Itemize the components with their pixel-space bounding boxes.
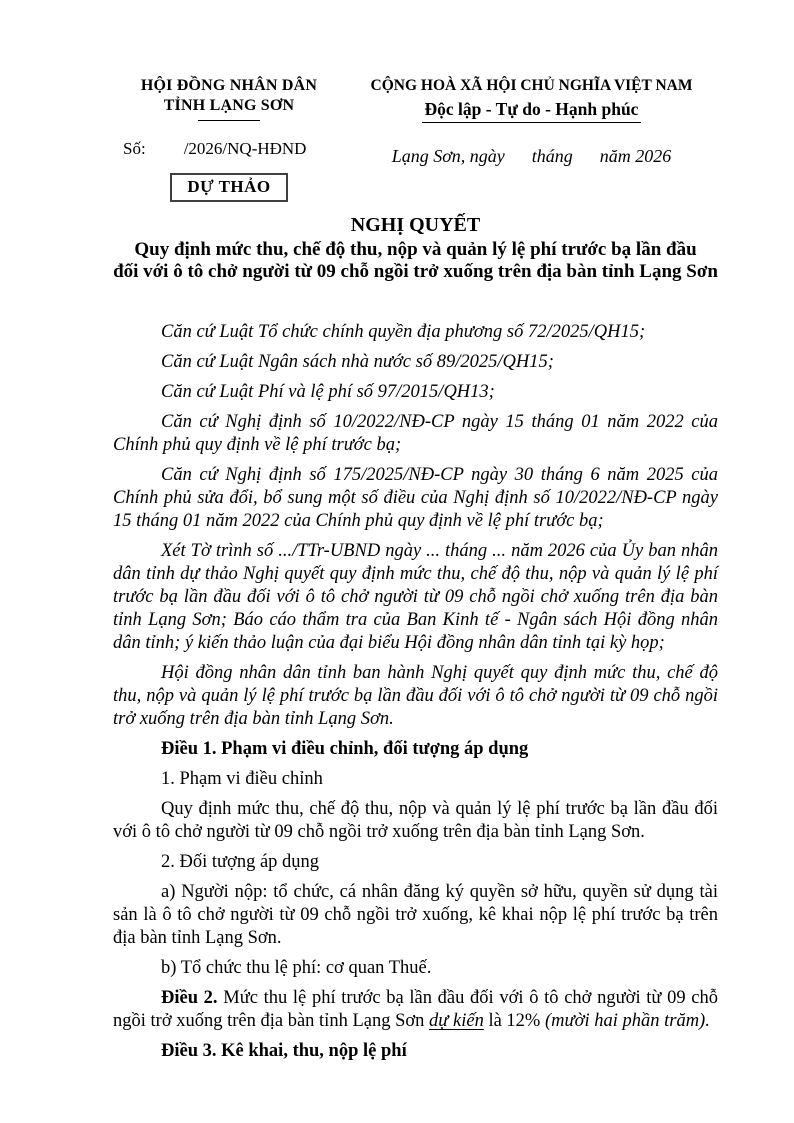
article-1-item-1-text: Quy định mức thu, chế độ thu, nộp và quản lý lệ phí trước bạ lần đầu đối với ô tô chở người từ 09 chỗ ngồi trở xuống trên địa bàn tỉnh Lạng Sơn. [113,799,718,842]
draft-stamp-row [113,173,345,202]
preamble-paragraph: Căn cứ Luật Ngân sách nhà nước số 89/2025/QH15; [161,352,554,372]
article-3-heading: Điều 3. Kê khai, thu, nộp lệ phí [161,1041,407,1061]
article-2-text-middle: là 12% [483,1011,545,1031]
preamble-paragraph: Hội đồng nhân dân tỉnh ban hành Nghị quyết quy định mức thu, chế độ thu, nộp và quản lý lệ phí trước bạ lần đầu đối với ô tô chở người từ 09 chỗ ngồi trở xuống trên địa bàn tỉnh Lạng Sơn. [113,663,718,729]
article-2-draft-rate-term: dự kiến [429,1011,484,1031]
preamble-section [113,321,718,731]
preamble-paragraph: Xét Tờ trình số .../TTr-UBND ngày ... tháng ... năm 2026 của Ủy ban nhân dân tỉnh dự thảo Nghị quyết quy định mức thu, chế độ thu, nộp và quản lý lệ phí trước bạ lần đầu đối với ô tô chở người từ 09 chỗ ngồi chở xuống trên địa bàn tỉnh Lạng Sơn; Báo cáo thẩm tra của Ban Kinh tế - Ngân sách Hội đồng nhân dân tỉnh; ý kiến thảo luận của đại biểu Hội đồng nhân dân tỉnh tại kỳ họp; [113,541,718,653]
preamble-paragraph: Căn cứ Luật Tổ chức chính quyền địa phương số 72/2025/QH15; [161,322,646,342]
article-2-rate-in-words: (mười hai phần trăm). [544,1011,710,1031]
issuing-authority-line1: HỘI ĐỒNG NHÂN DÂN [140,77,318,94]
article-1-heading: Điều 1. Phạm vi điều chỉnh, đối tượng áp dụng [161,739,529,759]
article-1-item-1: 1. Phạm vi điều chỉnh [161,769,323,789]
national-motto-line: Độc lập - Tự do - Hạnh phúc [422,98,642,123]
national-name-line: CỘNG HOÀ XÃ HỘI CHỦ NGHĨA VIỆT NAM [370,77,693,94]
document-title-block [113,212,718,283]
article-2-paragraph [113,987,718,1033]
header-issuing-authority [113,76,345,202]
document-number-label: Số: [123,139,146,158]
preamble-paragraph: Căn cứ Luật Phí và lệ phí số 97/2015/QH13; [161,382,495,402]
document-number-value: /2026/NQ-HĐND [183,139,307,158]
article-2-label: Điều 2. [161,988,218,1008]
authority-divider-rule [198,120,260,121]
draft-stamp-box: DỰ THẢO [170,173,287,202]
document-body [113,321,718,1063]
document-header [113,76,718,202]
preamble-paragraph: Căn cứ Nghị định số 175/2025/NĐ-CP ngày 30 tháng 6 năm 2025 của Chính phủ sửa đổi, bổ sung một số điều của Nghị định số 10/2022/NĐ-CP ngày 15 tháng 01 năm 2022 của Chính phủ quy định về lệ phí trước bạ; [113,465,718,531]
article-1-point-b: b) Tổ chức thu lệ phí: cơ quan Thuế. [161,958,432,978]
article-1-point-a: a) Người nộp: tổ chức, cá nhân đăng ký quyền sở hữu, quyền sử dụng tài sản là ô tô chở người từ 09 chỗ ngồi trở xuống, kê khai nộp lệ phí trước bạ trên địa bàn tỉnh Lạng Sơn. [113,882,718,948]
preamble-paragraph: Căn cứ Nghị định số 10/2022/NĐ-CP ngày 15 tháng 01 năm 2022 của Chính phủ quy định về lệ phí trước bạ; [113,412,718,455]
issuing-authority-line2: TỈNH LẠNG SƠN [163,97,295,114]
national-motto-wrap [345,98,718,123]
document-subtitle-line2: đối với ô tô chở người từ 09 chỗ ngồi trở xuống trên địa bàn tỉnh Lạng Sơn [113,261,718,282]
document-type-title: NGHỊ QUYẾT [350,214,481,236]
article-1-item-2: 2. Đối tượng áp dụng [161,852,320,872]
article-2-text-before: Mức thu lệ phí trước bạ lần đầu đối với ô tô chở người từ 09 chỗ ngồi trở xuống trên địa bàn tỉnh Lạng Sơn [113,988,718,1031]
document-number-line [113,138,345,160]
header-national-motto [345,76,718,168]
place-date-line: Lạng Sơn, ngày tháng năm 2026 [391,146,672,166]
document-subtitle-line1: Quy định mức thu, chế độ thu, nộp và quản lý lệ phí trước bạ lần đầu [134,239,697,260]
